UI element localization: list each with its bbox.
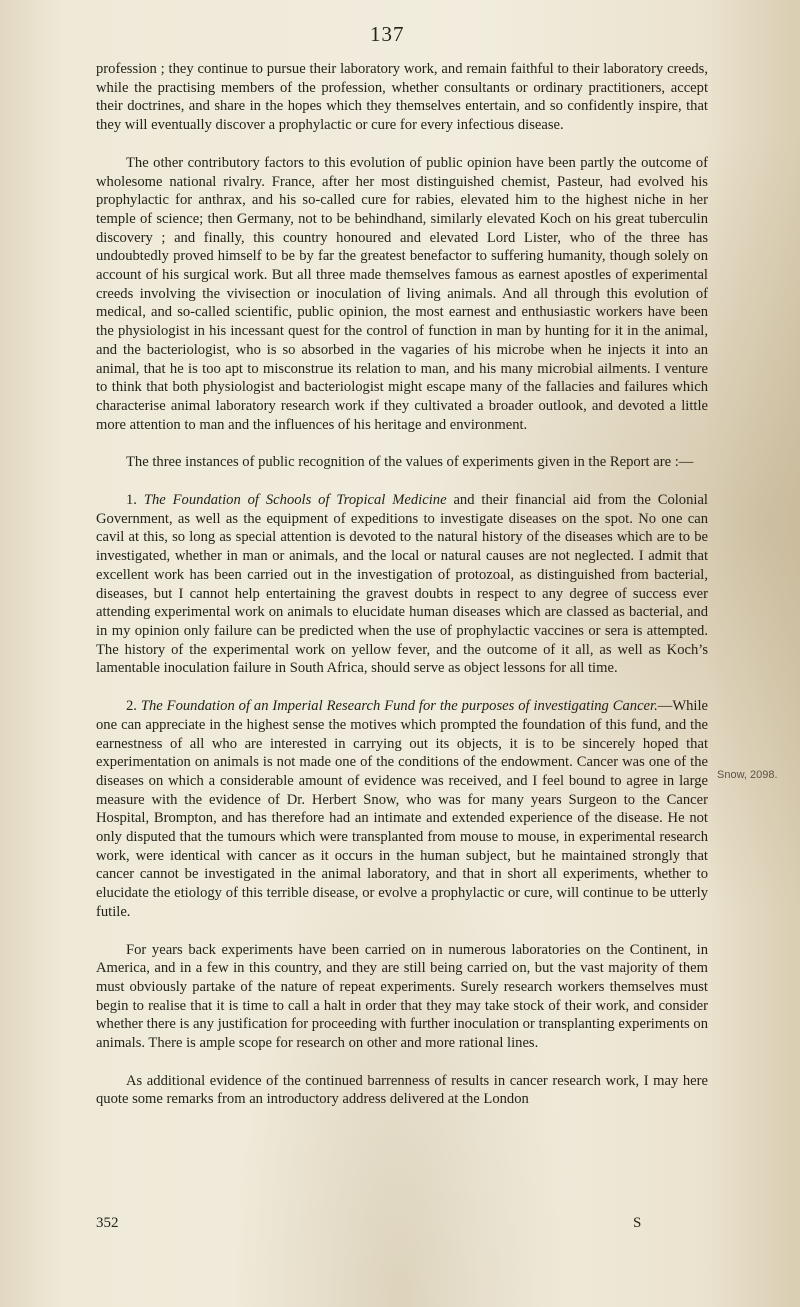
paragraph-text: —While one can appreciate in the highest sense the motives which prompted the foundation of this fund, and the earnestness of all who are interested in carrying out its objects, it is to be sincerely hoped that experimentation on animals is not made one of the conditions of the endowment. Cancer was one of the diseases on which a considerable amount of evidence was received, and I feel bound to agree in large measure with the evidence of Dr. Herbert Snow, who was for many years Surgeon to the Cancer Hospital, Brompton, and has therefore had an intimate and extended experience of the disease. He not only disputed that the tumours which were transplanted from mouse to mouse, in experimental research work, were identical with cancer as it occurs in the human subject, but he maintained strongly that cancer cannot be investigated in the animal laboratory, and that in short all experiments, whether to elucidate the etiology of this terrible disease, or evolve a prophylactic or cure, will continue to be utterly futile. — [96, 698, 709, 920]
page-number: 137 — [370, 22, 405, 46]
list-number: 2. — [126, 698, 141, 715]
body-text — [96, 60, 708, 1128]
paragraph-text: The other contributory factors to this evolution of public opinion have been partly the outcome of wholesome national rivalry. France, after her most distinguished chemist, Pasteur, had evolved his prophylactic for anthrax, and his so-called cure for rabies, elevated him to the highest niche in her temple of science; then Germany, not to be behindhand, similarly elevated Koch on his great tuberculin discovery ; and finally, this country honoured and elevated Lord Lister, who of the three has undoubtedly proved himself to be by far the greatest benefactor to suffering humanity, though solely on account of his surgical work. But all three made themselves famous as earnest apostles of experimental creeds involving the vivisection or inoculation of living animals. And all through this evolution of medical, and so-called scientific, public opinion, the most earnest and enthusiastic workers have been the physiologist in his incessant quest for the control of function in man by hunting for it in the animal, and the bacteriologist, who is so absorbed in the vagaries of his microbe when he injects it into an animal, that he is too apt to misconstrue its relation to man, and his many microbial ailments. I venture to think that both physiologist and bacteriologist might escape many of the fallacies and failures which characterise animal laboratory research work if they cultivated a broader outlook, and devoted a little more attention to man and the influences of his heritage and environment. — [96, 154, 708, 433]
paragraph-experiments-abroad — [96, 941, 708, 1053]
paragraph-text: and their financial aid from the Colonial Government, as well as the equipment of expeditions to investigate diseases on the spot. No one can cavil at this, so long as special attention is devoted to the natural history of the diseases which are to be investigated, whether in man or animals, and the local or natural causes are not neglected. I admit that excellent work has been carried out in the investigation of protozoal, as distinguished from bacterial, diseases, but I cannot help entertaining the gravest doubts in respect to any degree of success ever attending experimental work on animals to elucidate human diseases which are classed as bacterial, and in my opinion only failure can be predicted when the use of prophylactic vaccines or sera is attempted. The history of the experimental work on yellow fever, and the outcome of it all, as well as Koch’s lamentable inoculation failure in South Africa, should serve as object lessons for all time. — [96, 492, 708, 677]
paragraph-text: The three instances of public recognition of the values of experiments given in the Report are :— — [126, 454, 694, 471]
margin-note: Snow, 2098. — [717, 769, 778, 781]
section-heading-italic: The Foundation of an Imperial Research Fund for the purposes of investigating Cancer. — [140, 698, 658, 715]
paragraph-tropical-medicine — [96, 491, 708, 678]
paragraph-continuation — [96, 60, 708, 135]
list-number: 1. — [126, 492, 144, 509]
paragraph-text: profession ; they continue to pursue their laboratory work, and remain faithful to their laboratory creeds, while the practising members of the profession, whether consultants or ordinary practitioners, accept their doctrines, and share in the hopes which they themselves entertain, and so confidently inspire, that they will eventually discover a prophylactic or cure for every infectious disease. — [96, 61, 708, 134]
paragraph-three-instances — [96, 453, 708, 472]
paragraph-text: For years back experiments have been carried on in numerous laboratories on the Continent, in America, and in a few in this country, and they are still being carried on, but the vast majority of them must obviously partake of the nature of repeat experiments. Surely research workers themselves must begin to realise that it is time to call a halt in order that they may take stock of their work, and consider whether there is any justification for proceeding with further inoculation or transplanting experiments on animals. There is ample scope for research on other and more rational lines. — [96, 941, 708, 1052]
footer-signature-mark: S — [633, 1215, 642, 1231]
paragraph-text: As additional evidence of the continued barrenness of results in cancer research work, I may here quote some remarks from an introductory address delivered at the London — [96, 1072, 708, 1108]
paragraph-additional-evidence — [96, 1072, 708, 1109]
paragraph-cancer-research-fund — [96, 697, 708, 921]
paragraph-contributory-factors — [96, 154, 708, 435]
footer-folio: 352 — [96, 1215, 119, 1231]
section-heading-italic: The Foundation of Schools of Tropical Medicine — [143, 492, 447, 509]
